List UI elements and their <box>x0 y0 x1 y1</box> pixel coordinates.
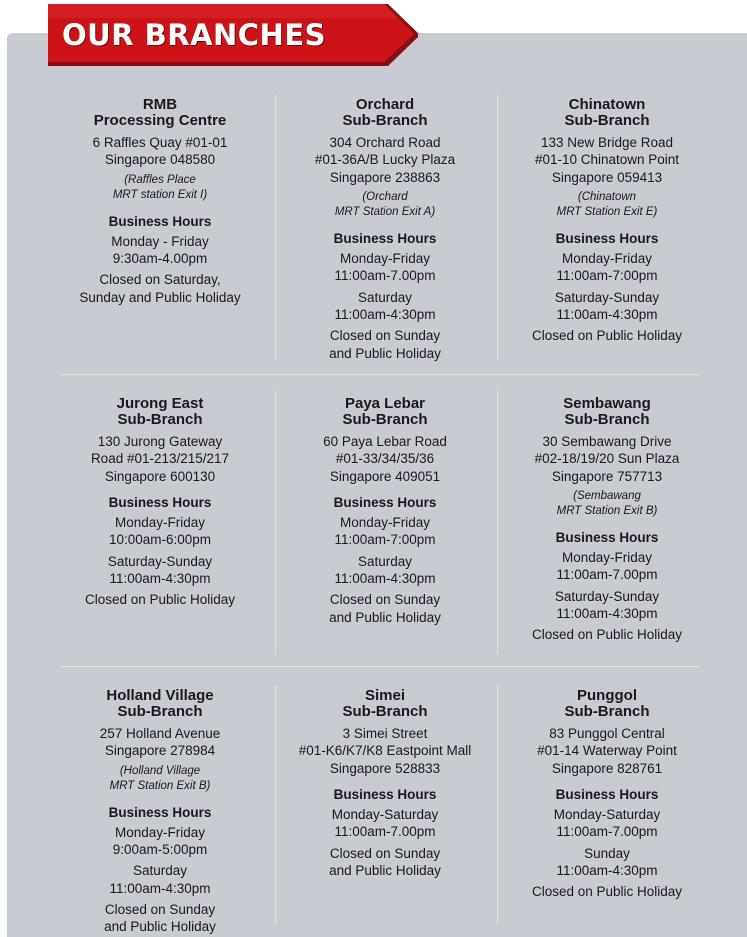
branch-name <box>278 688 492 720</box>
hours-time: 10:00am-6:00pm <box>108 532 212 548</box>
hours-days: Monday-Friday <box>339 251 431 267</box>
mrt-line: (Chinatown <box>577 190 637 203</box>
hours-days: Monday-Friday <box>561 251 653 267</box>
column-divider <box>497 685 498 925</box>
address-line: #01-33/34/35/36 <box>335 451 435 467</box>
closed-line: Closed on Sunday <box>104 902 216 918</box>
hours-group <box>512 549 702 584</box>
closed-line: Sunday and Public Holiday <box>79 289 241 305</box>
hours-days: Saturday <box>357 289 413 305</box>
hours-time: 11:00am-7.00pm <box>334 824 436 840</box>
hours-days: Saturday-Sunday <box>554 289 660 305</box>
closed-line: and Public Holiday <box>329 345 441 361</box>
closed-note <box>278 845 492 880</box>
hours-group <box>278 806 492 841</box>
address-line: Singapore 409051 <box>329 468 441 484</box>
business-hours-label: Business Hours <box>108 804 212 820</box>
closed-line: Closed on Saturday, <box>99 272 221 288</box>
hours-group <box>65 233 255 268</box>
address-line: #01-36A/B Lucky Plaza <box>314 152 456 168</box>
address-line: 60 Paya Lebar Road <box>323 434 447 449</box>
mrt-line: MRT Station Exit B) <box>556 505 658 518</box>
mrt-line: (Holland Village <box>119 764 201 777</box>
hours-time: 11:00am-4:30pm <box>334 307 436 323</box>
closed-line: Closed on Public Holiday <box>531 627 683 643</box>
address-line: Singapore 059413 <box>551 169 663 185</box>
address-line: 133 New Bridge Road <box>540 135 674 150</box>
closed-line: and Public Holiday <box>329 609 441 625</box>
mrt-line: MRT station Exit I) <box>112 189 208 202</box>
hours-days: Saturday-Sunday <box>554 588 660 604</box>
closed-line: Closed on Sunday <box>329 592 441 608</box>
branch-card <box>512 396 702 644</box>
closed-note <box>290 591 480 626</box>
address-line: 304 Orchard Road <box>329 135 441 150</box>
column-divider <box>497 390 498 655</box>
hours-time: 11:00am-4:30pm <box>109 880 211 896</box>
address-line: Singapore 600130 <box>104 468 216 484</box>
branch-name-line: RMB <box>142 96 178 113</box>
closed-note <box>512 626 702 643</box>
branch-card <box>278 688 492 879</box>
business-hours-label: Business Hours <box>555 786 659 802</box>
hours-time: 9:30am-4.00pm <box>112 251 208 267</box>
hours-days: Saturday <box>357 553 413 569</box>
mrt-note <box>512 489 702 520</box>
branch-name-line: Jurong East <box>116 395 204 412</box>
closed-note <box>290 327 480 362</box>
mrt-line: (Orchard <box>362 190 408 203</box>
hours-group <box>512 588 702 623</box>
address-line: Singapore 278984 <box>104 743 216 759</box>
branch-address <box>65 433 255 485</box>
mrt-note <box>65 764 255 795</box>
hours-time: 11:00am-7.00pm <box>556 824 658 840</box>
branch-name-line: Punggol <box>577 687 637 704</box>
mrt-line: MRT Station Exit B) <box>109 780 211 793</box>
branch-name <box>512 688 702 720</box>
branch-name-line: Chinatown <box>568 96 646 113</box>
address-line: 83 Punggol Central <box>549 726 665 741</box>
closed-note <box>65 271 255 306</box>
branch-address <box>65 134 255 169</box>
address-line: 257 Holland Avenue <box>99 726 221 741</box>
hours-group <box>65 862 255 897</box>
column-divider <box>497 95 498 360</box>
hours-time: 11:00am-4:30pm <box>109 571 211 587</box>
address-line: Singapore 048580 <box>104 152 216 168</box>
branch-address <box>512 134 702 186</box>
mrt-note <box>290 190 480 221</box>
hours-group <box>290 289 480 324</box>
branch-name-line: Orchard <box>355 96 415 113</box>
branch-address <box>290 433 480 485</box>
branch-address <box>512 433 702 485</box>
business-hours-label: Business Hours <box>555 230 659 246</box>
hours-time: 9:00am-5:00pm <box>112 842 208 858</box>
address-line: #01-10 Chinatown Point <box>534 152 680 168</box>
hours-time: 11:00am-4:30pm <box>556 863 658 879</box>
hours-time: 11:00am-7.00pm <box>556 567 658 583</box>
hours-days: Monday-Saturday <box>553 807 661 823</box>
hours-group <box>65 553 255 588</box>
branch-name-line: Sub-Branch <box>342 112 428 129</box>
closed-note <box>512 883 702 900</box>
hours-days: Monday-Friday <box>114 515 206 531</box>
title-banner <box>48 4 418 66</box>
branch-name-line: Sembawang <box>563 395 651 412</box>
hours-group <box>512 250 702 285</box>
branch-name <box>290 97 480 129</box>
branch-name-line: Simei <box>364 687 406 704</box>
branch-card <box>65 688 255 936</box>
address-line: 6 Raffles Quay #01-01 <box>92 135 228 150</box>
branch-card <box>290 97 480 362</box>
closed-note <box>512 327 702 344</box>
business-hours-label: Business Hours <box>333 494 437 510</box>
column-divider <box>275 685 276 925</box>
hours-days: Monday-Saturday <box>331 807 439 823</box>
hours-days: Sunday <box>584 845 630 861</box>
address-line: Singapore 238863 <box>329 169 441 185</box>
hours-group <box>290 514 480 549</box>
branch-name-line: Sub-Branch <box>564 703 650 720</box>
mrt-line: MRT Station Exit E) <box>556 206 658 219</box>
closed-note <box>65 591 255 608</box>
row-divider <box>60 374 700 375</box>
branch-address <box>290 134 480 186</box>
hours-time: 11:00am-7:00pm <box>334 532 436 548</box>
branch-address <box>65 725 255 760</box>
hours-days: Monday-Friday <box>561 550 653 566</box>
address-line: Singapore 757713 <box>551 468 663 484</box>
mrt-line: MRT Station Exit A) <box>334 206 436 219</box>
address-line: #02-18/19/20 Sun Plaza <box>534 451 680 467</box>
address-line: 3 Simei Street <box>342 726 428 741</box>
closed-line: Closed on Sunday <box>329 328 441 344</box>
mrt-note <box>65 173 255 204</box>
branch-name-line: Sub-Branch <box>117 703 203 720</box>
closed-line: Closed on Sunday <box>329 845 441 861</box>
branch-card <box>65 97 255 306</box>
branch-name <box>290 396 480 428</box>
hours-time: 11:00am-4:30pm <box>556 307 658 323</box>
business-hours-label: Business Hours <box>108 213 212 229</box>
branch-card <box>290 396 480 626</box>
branch-name-line: Processing Centre <box>93 112 227 129</box>
branch-address <box>512 725 702 777</box>
hours-time: 11:00am-4:30pm <box>556 606 658 622</box>
column-divider <box>275 390 276 655</box>
closed-line: Closed on Public Holiday <box>531 328 683 344</box>
hours-days: Saturday-Sunday <box>107 553 213 569</box>
mrt-line: (Sembawang <box>573 489 641 502</box>
hours-group <box>512 289 702 324</box>
address-line: 30 Sembawang Drive <box>542 434 672 449</box>
mrt-note <box>512 190 702 221</box>
hours-days: Monday-Friday <box>114 824 206 840</box>
hours-time: 11:00am-4:30pm <box>334 571 436 587</box>
column-divider <box>275 95 276 360</box>
address-line: Singapore 828761 <box>551 760 663 776</box>
branch-name <box>512 396 702 428</box>
hours-group <box>290 250 480 285</box>
branch-card <box>512 688 702 901</box>
mrt-line: (Raffles Place <box>124 173 196 186</box>
closed-line: and Public Holiday <box>329 863 441 879</box>
address-line: #01-K6/K7/K8 Eastpoint Mall <box>298 743 472 759</box>
address-line: #01-14 Waterway Point <box>537 743 677 759</box>
business-hours-label: Business Hours <box>333 786 437 802</box>
address-line: Road #01-213/215/217 <box>90 451 230 467</box>
hours-group <box>290 553 480 588</box>
hours-group <box>512 845 702 880</box>
hours-time: 11:00am-7.00pm <box>334 268 436 284</box>
closed-line: Closed on Public Holiday <box>84 592 236 608</box>
hours-days: Monday-Friday <box>339 515 431 531</box>
closed-note <box>65 901 255 936</box>
hours-group <box>65 514 255 549</box>
branch-name-line: Sub-Branch <box>342 703 428 720</box>
branch-name-line: Holland Village <box>106 687 214 704</box>
hours-group <box>65 824 255 859</box>
address-line: 130 Jurong Gateway <box>97 434 223 449</box>
branch-name <box>65 97 255 129</box>
page-title: OUR BRANCHES <box>62 18 327 52</box>
branch-name-line: Sub-Branch <box>342 411 428 428</box>
row-divider <box>60 666 700 667</box>
branch-name <box>512 97 702 129</box>
branch-card <box>65 396 255 609</box>
branch-name-line: Sub-Branch <box>117 411 203 428</box>
branch-name <box>65 396 255 428</box>
closed-line: and Public Holiday <box>104 919 216 935</box>
branch-card <box>512 97 702 345</box>
hours-time: 11:00am-7:00pm <box>556 268 658 284</box>
address-line: Singapore 528833 <box>329 760 441 776</box>
branch-address <box>278 725 492 777</box>
branch-name-line: Sub-Branch <box>564 411 650 428</box>
hours-days: Monday - Friday <box>111 233 209 249</box>
branch-name-line: Sub-Branch <box>564 112 650 129</box>
business-hours-label: Business Hours <box>333 230 437 246</box>
business-hours-label: Business Hours <box>555 529 659 545</box>
branch-name-line: Paya Lebar <box>344 395 426 412</box>
business-hours-label: Business Hours <box>108 494 212 510</box>
closed-line: Closed on Public Holiday <box>531 884 683 900</box>
branch-name <box>65 688 255 720</box>
hours-group <box>512 806 702 841</box>
hours-days: Saturday <box>132 863 188 879</box>
